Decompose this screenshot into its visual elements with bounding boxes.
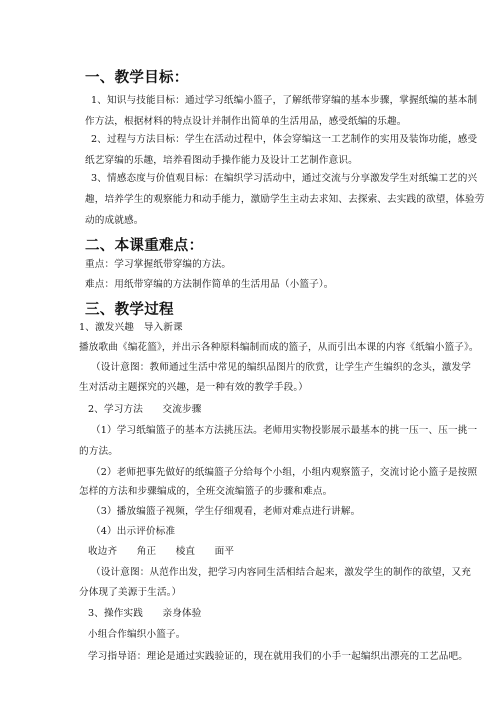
objective-3-line-1: 3、情感态度与价值观目标：在编织学习活动中，通过交流与分享激发学生对纸编工艺的兴 <box>91 173 478 184</box>
process-step-2-heading: 2、学习方法 交流步骤 <box>88 404 202 415</box>
objective-1-line-2: 作方法，根据材料的特点设计并制作出简单的生活用品，感受纸编的乐趣。 <box>85 116 407 127</box>
process-line: 学习指导语：理论是通过实践验证的，现在就用我们的小手一起编织出漂亮的工艺品吧。 <box>88 651 469 662</box>
objective-3-line-3: 动的成就感。 <box>85 215 144 226</box>
process-line: 的方法。 <box>79 446 118 457</box>
process-line: （设计意图：教师通过生活中常见的编织品图片的欣赏，让学生产生编织的念头，激发学 <box>91 362 472 373</box>
process-line: （2）老师把事先做好的纸编篮子分给每个小组，小组内观察篮子，交流讨论小篮子是按照 <box>91 467 478 478</box>
process-line: （4）出示评价标准 <box>91 526 176 537</box>
process-line: 播放歌曲《编花篮》，并出示各种原料编制而成的篮子，从而引出本课的内容《纸编小篮子》。 <box>79 342 479 353</box>
evaluation-criteria: 收边齐 角正 棱直 面平 <box>88 546 235 557</box>
process-step-1-heading: 1、激发兴趣 导入新课 <box>79 322 183 333</box>
key-point: 重点：学习掌握纸带穿编的方法。 <box>85 259 232 270</box>
difficult-point: 难点：用纸带穿编的方法制作简单的生活用品（小篮子）。 <box>85 279 334 290</box>
objective-1-line-1: 1、知识与技能目标：通过学习纸编小篮子，了解纸带穿编的基本步骤，掌握纸编的基本制 <box>91 95 478 106</box>
process-line: 分体现了美源于生活。） <box>79 587 182 598</box>
process-line: 生对活动主题探究的兴趣，是一种有效的教学手段。） <box>79 382 309 393</box>
section-title-key-points: 二、本课重难点： <box>85 238 204 254</box>
objective-2-line-1: 2、过程与方法目标：学生在活动过程中，体会穿编这一工艺制作的实用及装饰功能，感受 <box>91 134 478 145</box>
objective-2-line-2: 纸艺穿编的乐趣，培养看图动手操作能力及设计工艺制作意识。 <box>85 155 358 166</box>
process-line: 小组合作编织小篮子。 <box>88 629 186 640</box>
section-title-process: 三、教学过程 <box>85 302 174 318</box>
process-step-3-heading: 3、操作实践 亲身体验 <box>88 608 202 619</box>
process-line: （1）学习纸编篮子的基本方法挑压法。老师用实物投影展示最基本的挑一压一、压一挑一 <box>91 425 478 436</box>
process-line: （3）播放编篮子视频，学生仔细观看，老师对难点进行讲解。 <box>91 506 361 517</box>
section-title-objectives: 一、教学目标： <box>85 70 189 86</box>
objective-3-line-2: 趣，培养学生的观察能力和动手能力，激励学生主动去求知、去探索、去实践的欲望，体验劳 <box>85 194 485 205</box>
process-line: 怎样的方法和步骤编成的，全班交流编篮子的步骤和难点。 <box>79 486 333 497</box>
process-line: （设计意图：从范作出发，把学习内容同生活相结合起来，激发学生的制作的欲望，又充 <box>91 567 472 578</box>
